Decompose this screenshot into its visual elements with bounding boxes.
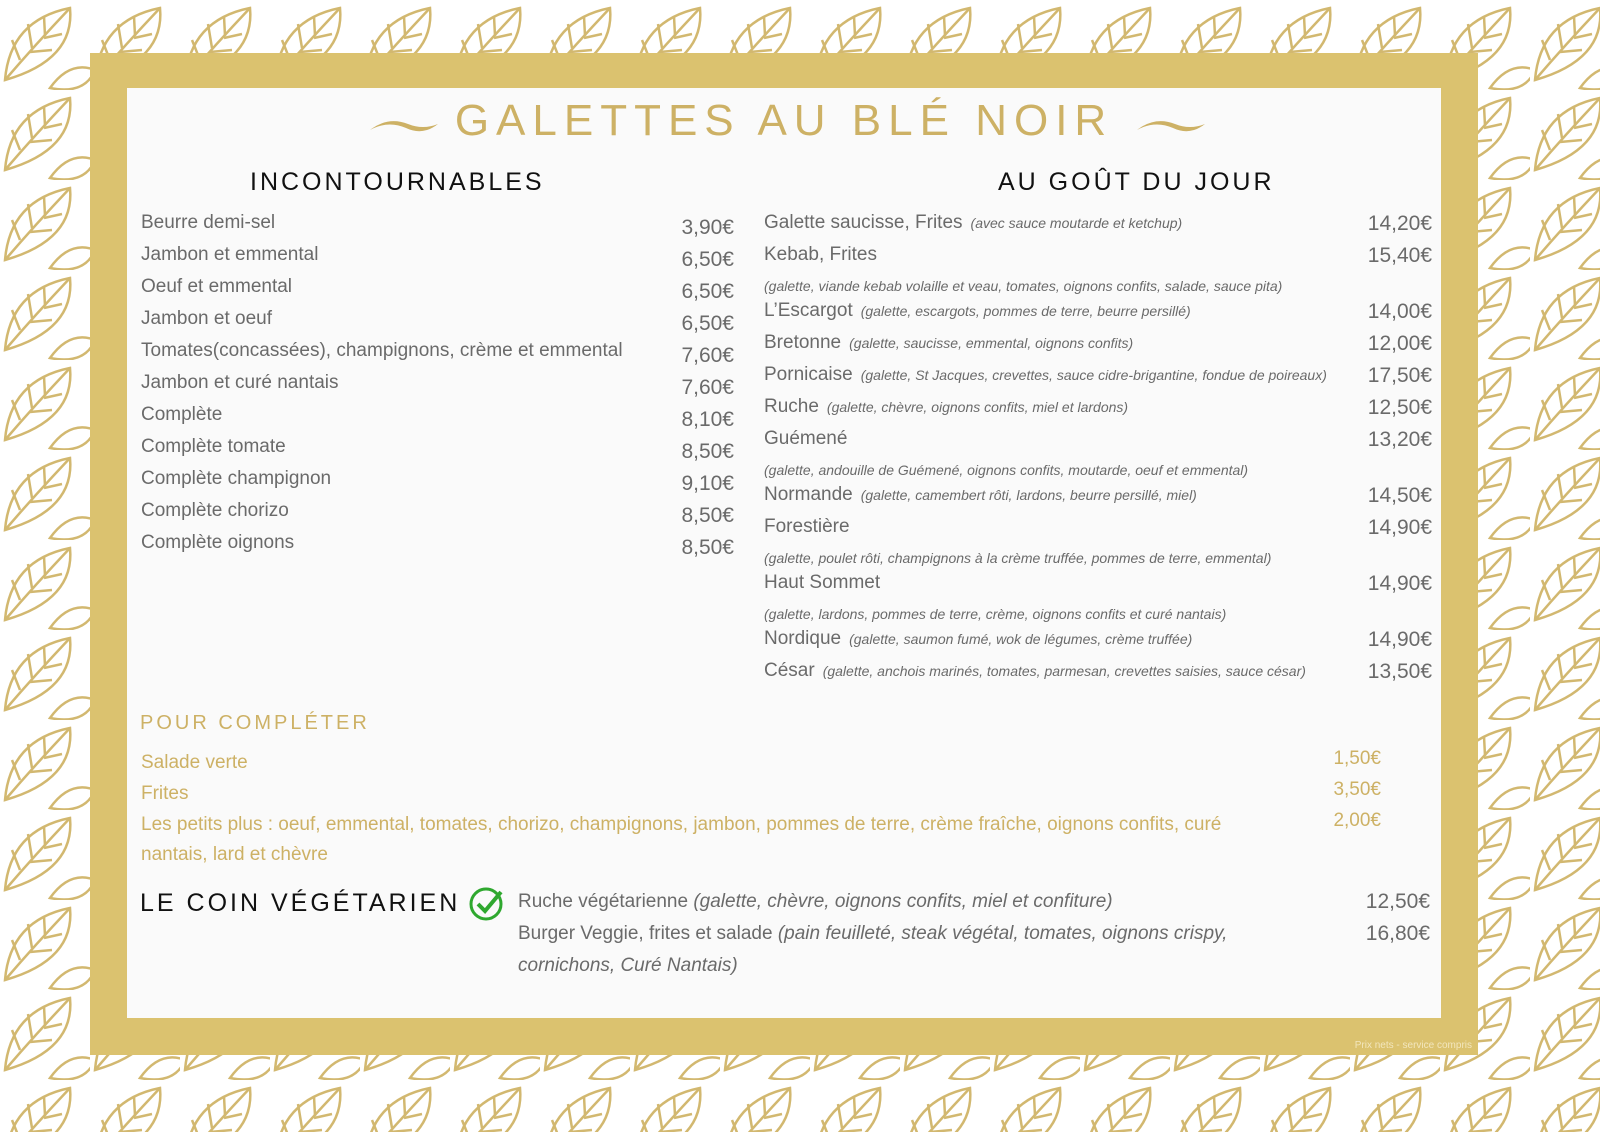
menu-item (764, 660, 1306, 692)
page-title: GALETTES AU BLÉ NOIR (454, 96, 1114, 145)
menu-item-description: (galette, camembert rôti, lardons, beurre persillé, miel) (860, 487, 1197, 503)
menu-item (764, 300, 1191, 332)
menu-item-name: L’Escargot (764, 300, 853, 321)
menu-item-price: 14,90€ (1367, 572, 1432, 595)
menu-item-name: Complète chorizo (141, 500, 289, 521)
menu-item-name: Oeuf et emmental (141, 276, 293, 297)
menu-item-price: 7,60€ (681, 376, 734, 399)
menu-item (764, 428, 847, 460)
menu-item-price: 16,80€ (1365, 922, 1430, 945)
section-heading-incontournables: INCONTOURNABLES (250, 168, 545, 196)
menu-item-price: 13,50€ (1367, 660, 1432, 683)
menu-item (764, 364, 1327, 396)
menu-item-price: 14,90€ (1367, 516, 1432, 539)
menu-item-price: 12,00€ (1367, 332, 1432, 355)
menu-item-price: 3,50€ (1333, 779, 1381, 800)
menu-item-price: 14,50€ (1367, 484, 1432, 507)
menu-item-description: (galette, saucisse, emmental, oignons confits) (849, 335, 1134, 351)
menu-item-price: 9,10€ (681, 472, 734, 495)
menu-item-price: 17,50€ (1367, 364, 1432, 387)
menu-item-description: (galette, escargots, pommes de terre, beurre persillé) (860, 303, 1191, 319)
menu-item-name: César (764, 660, 815, 681)
menu-item-price: 13,20€ (1367, 428, 1432, 451)
menu-item-name: Guémené (764, 428, 848, 449)
menu-item-price: 12,50€ (1367, 396, 1432, 419)
footer-note: Prix nets - service compris (1354, 1040, 1472, 1051)
menu-item-name: Complète (141, 404, 223, 425)
menu-item-name: Tomates(concassées), champignons, crème et emmental (141, 340, 623, 361)
menu-item-description: (galette, St Jacques, crevettes, sauce cidre-brigantine, fondue de poireaux) (860, 367, 1327, 383)
menu-item-price: 8,50€ (681, 504, 734, 527)
menu-item-name: Galette saucisse, Frites (764, 212, 963, 233)
menu-item-price: 1,50€ (1333, 748, 1381, 769)
menu-item-description: (galette, chèvre, oignons confits, miel et lardons) (826, 399, 1129, 415)
menu-item-name: Haut Sommet (764, 572, 881, 593)
menu-item-description: (galette, saumon fumé, wok de légumes, crème truffée) (849, 631, 1193, 647)
menu-item (764, 396, 1128, 428)
menu-item (764, 484, 1197, 516)
section-heading-gout-du-jour: AU GOÛT DU JOUR (998, 168, 1275, 196)
menu-item (518, 918, 1238, 982)
menu-item-price: 2,00€ (1333, 810, 1381, 831)
menu-item-name: Forestière (764, 516, 850, 537)
menu-item-name: Normande (764, 484, 853, 505)
menu-item (764, 212, 1182, 244)
menu-item-name: Burger Veggie, frites et salade (518, 923, 778, 944)
menu-item-price: 7,60€ (681, 344, 734, 367)
menu-item-price: 6,50€ (681, 248, 734, 271)
menu-item-price: 14,20€ (1367, 212, 1432, 235)
menu-item-description: (galette, anchois marinés, tomates, parmesan, crevettes saisies, sauce césar) (822, 663, 1306, 679)
menu-item (764, 332, 1133, 364)
check-circle-icon (469, 886, 505, 922)
menu-item-price: 8,10€ (681, 408, 734, 431)
menu-item-name: Complète champignon (141, 468, 332, 489)
menu-item-name: Jambon et emmental (141, 244, 319, 265)
menu-item-name: Complète oignons (141, 532, 295, 553)
menu-item (764, 572, 880, 604)
menu-item-description: (galette, chèvre, oignons confits, miel et confiture) (693, 891, 1113, 912)
menu-item-price: 8,50€ (681, 440, 734, 463)
menu-item-price: 6,50€ (681, 312, 734, 335)
menu-item-name: Complète tomate (141, 436, 286, 457)
menu-item-price: 14,90€ (1367, 628, 1432, 651)
menu-item (764, 628, 1192, 660)
menu-item-price: 12,50€ (1365, 890, 1430, 913)
menu-item-description: (pain feuilleté, steak végétal, tomates, oignons crispy, cornichons, Curé Nantais) (518, 923, 1228, 976)
menu-item (764, 244, 877, 276)
menu-item-name: Ruche (764, 396, 819, 417)
menu-item-description: (galette, lardons, pommes de terre, crème, oignons confits et curé nantais) (764, 606, 1227, 622)
menu-item (518, 886, 1238, 918)
menu-item-description: (galette, andouille de Guémené, oignons confits, moutarde, oeuf et emmental) (764, 462, 1249, 478)
menu-item-name: Nordique (764, 628, 842, 649)
menu-item-name: Pornicaise (764, 364, 853, 385)
menu-item-name: Salade verte (141, 752, 248, 773)
menu-item-price: 15,40€ (1367, 244, 1432, 267)
menu-item-name: Jambon et oeuf (141, 308, 272, 329)
menu-item-price: 3,90€ (681, 216, 734, 239)
menu-item-name: Jambon et curé nantais (141, 372, 339, 393)
menu-item-name: Beurre demi-sel (141, 212, 276, 233)
section-heading-pour-completer: POUR COMPLÉTER (140, 712, 370, 734)
menu-item-name: Frites (141, 783, 189, 804)
menu-item-name: Ruche végétarienne (518, 891, 694, 912)
menu-item-price: 6,50€ (681, 280, 734, 303)
menu-item-description: (avec sauce moutarde et ketchup) (970, 215, 1183, 231)
menu-item-price: 8,50€ (681, 536, 734, 559)
menu-item-name: Kebab, Frites (764, 244, 877, 265)
menu-item (764, 516, 850, 548)
swirl-ornament-right-icon (1135, 114, 1207, 136)
menu-item-price: 14,00€ (1367, 300, 1432, 323)
section-heading-vegetarien: LE COIN VÉGÉTARIEN (140, 889, 461, 917)
menu-item-name: Les petits plus : oeuf, emmental, tomates, chorizo, champignons, jambon, pommes de terre, crème fraîche, oignons confits, curé nantais, lard et chèvre (141, 814, 1222, 865)
menu-item-name: Bretonne (764, 332, 842, 353)
menu-item-description: (galette, poulet rôti, champignons à la crème truffée, pommes de terre, emmental) (764, 550, 1272, 566)
menu-item-description: (galette, viande kebab volaille et veau, tomates, oignons confits, salade, sauce pita) (764, 278, 1283, 294)
